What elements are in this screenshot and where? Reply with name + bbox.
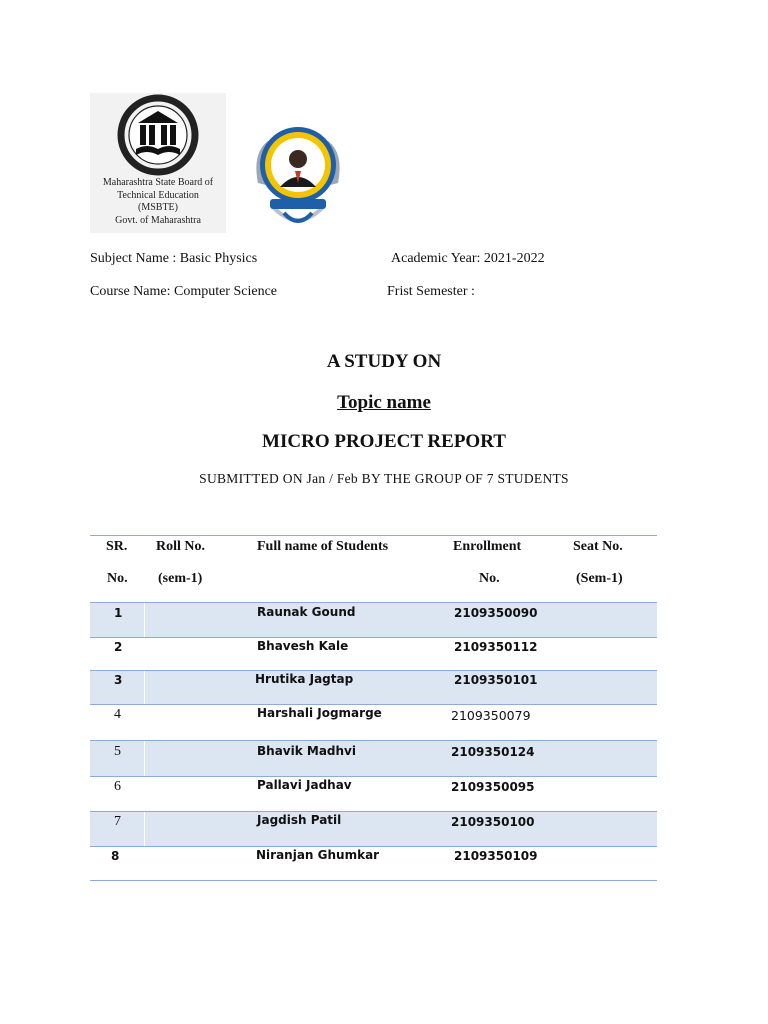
header-sr: SR. xyxy=(106,539,128,554)
cell-name: Niranjan Ghumkar xyxy=(256,848,380,862)
table-rule xyxy=(90,846,657,847)
cell-name: Raunak Gound xyxy=(257,605,356,619)
msbte-caption xyxy=(90,177,226,227)
cell-enrollment: 2109350079 xyxy=(451,708,531,723)
heading-report: MICRO PROJECT REPORT xyxy=(262,431,506,452)
academic-year: Academic Year: 2021-2022 xyxy=(391,251,545,266)
msbte-seal-icon xyxy=(90,93,226,177)
cell-sr: 5 xyxy=(114,744,121,759)
header-enrollment: Enrollment xyxy=(453,539,522,554)
cell-enrollment: 2109350109 xyxy=(454,849,538,863)
heading-submitted: SUBMITTED ON Jan / Feb BY THE GROUP OF 7 STUDENTS xyxy=(199,471,569,486)
table-row xyxy=(90,812,657,846)
cell-sr: 8 xyxy=(111,849,120,863)
cell-name: Bhavik Madhvi xyxy=(257,744,356,758)
msbte-line-3: (MSBTE) xyxy=(138,202,178,213)
table-rule xyxy=(90,535,657,536)
subject-name: Subject Name : Basic Physics xyxy=(90,251,258,266)
heading-study: A STUDY ON xyxy=(326,351,442,372)
table-rule xyxy=(90,637,657,638)
cell-sr: 4 xyxy=(114,707,121,722)
cell-sr: 7 xyxy=(114,814,121,829)
cell-name: Harshali Jogmarge xyxy=(257,706,382,720)
cell-sr: 2 xyxy=(114,640,123,654)
cell-enrollment: 2109350112 xyxy=(454,640,538,654)
msbte-logo xyxy=(90,93,226,233)
msbte-line-4: Govt. of Maharashtra xyxy=(115,214,201,226)
table-row xyxy=(90,603,657,637)
column-divider xyxy=(144,671,145,704)
column-divider xyxy=(144,812,145,846)
cell-name: Jagdish Patil xyxy=(257,813,342,827)
semester: Frist Semester : xyxy=(387,284,475,299)
course-name: Course Name: Computer Science xyxy=(90,284,278,299)
header-roll: Roll No. xyxy=(156,539,205,554)
cell-name: Bhavesh Kale xyxy=(257,639,349,653)
msbte-line-2: Technical Education xyxy=(117,189,199,201)
table-rule xyxy=(90,880,657,881)
table-row xyxy=(90,671,657,704)
table-row xyxy=(90,741,657,776)
column-divider xyxy=(144,741,145,776)
table-rule xyxy=(90,776,657,777)
msbte-line-1: Maharashtra State Board of xyxy=(102,177,214,188)
table-rule xyxy=(90,704,657,705)
cell-enrollment: 2109350100 xyxy=(451,815,535,829)
cell-sr: 1 xyxy=(114,606,123,620)
header-sr-no: No. xyxy=(107,571,128,586)
header-seat-sem: (Sem-1) xyxy=(576,571,623,586)
column-divider xyxy=(144,603,145,637)
cell-sr: 6 xyxy=(114,779,121,794)
heading-topic: Topic name xyxy=(337,392,431,413)
college-emblem-icon xyxy=(250,113,346,235)
cell-enrollment: 2109350095 xyxy=(451,780,535,794)
header-enrollment-no: No. xyxy=(479,571,500,586)
header-name: Full name of Students xyxy=(257,539,389,554)
cell-enrollment: 2109350090 xyxy=(454,606,538,620)
header-roll-sem: (sem-1) xyxy=(158,571,203,586)
header-seat: Seat No. xyxy=(573,539,623,554)
cell-name: Hrutika Jagtap xyxy=(255,672,354,686)
cell-sr: 3 xyxy=(114,673,123,687)
cell-enrollment: 2109350101 xyxy=(454,673,538,687)
cell-enrollment: 2109350124 xyxy=(451,745,535,759)
cell-name: Pallavi Jadhav xyxy=(257,778,352,792)
